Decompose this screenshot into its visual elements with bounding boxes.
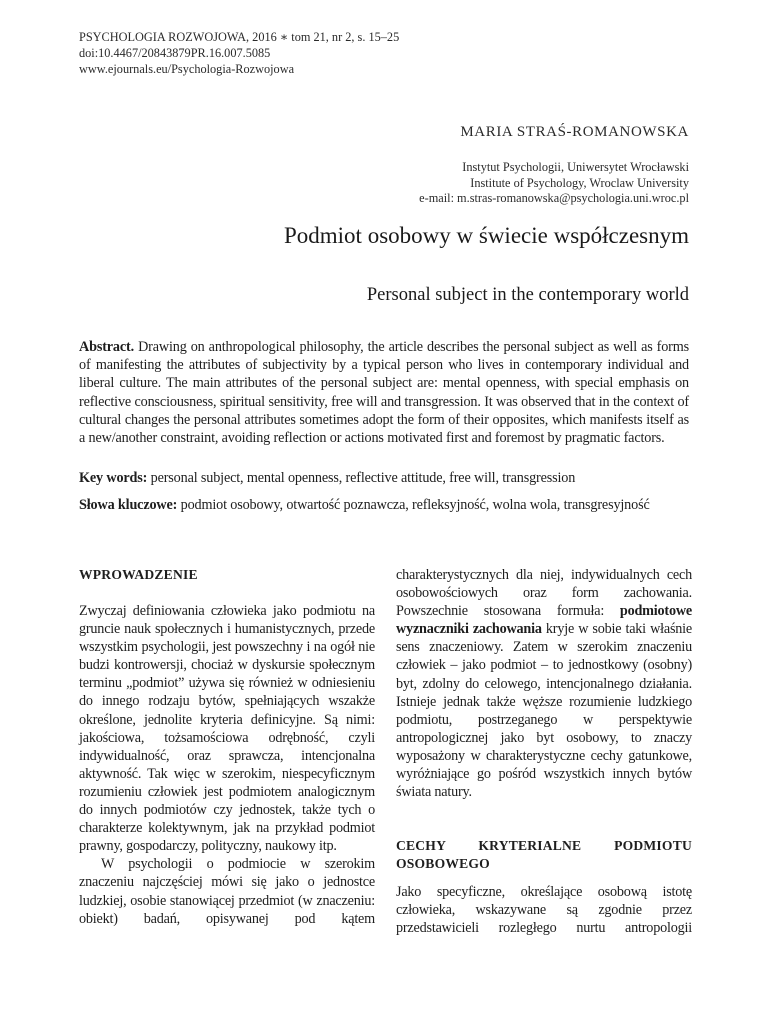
left-column bbox=[79, 566, 375, 928]
affiliation bbox=[419, 160, 689, 207]
abstract-text: Drawing on anthropological philosophy, the article describes the personal subject as well as forms of manifesting the attributes of subjectivity by a typical person who lives in contemporary individual and liberal culture. The main attributes of the personal subject are: mental openness, with special emphasis on reflective consciousness, spiritual sensitivity, free will and transgression. It was observed that in the context of cultural changes the personal attributes sometimes adopt the form of their opposites, which manifests itself as a new/another constraint, avoiding reflection or actions motivated first and foremost by pragmatic factors. bbox=[79, 339, 689, 447]
keywords-pl bbox=[79, 496, 689, 514]
affiliation-en: Institute of Psychology, Wroclaw University bbox=[470, 175, 689, 190]
journal-header bbox=[79, 29, 399, 77]
abstract bbox=[79, 338, 689, 447]
intro-paragraph-1: Zwyczaj definiowania człowieka jako podmiotu na gruncie nauk społecznych i humanistycznych, przede wszystkim psychologii, jest powszechny i na ogół nie budzi kontrowersji, chociaż w dyskursie społecznym terminu „podmiot” używa się również w odniesieniu do innego rodzaju bytów, spełniających wszakże określone, jednolite kryteria definicyjne. Są nimi: jakościowa, tożsamościowa odrębność, czyli indywidualność, oraz sprawcza, intencjonalna aktywność. Tak więc w szerokim, niespecyficznym rozumieniu człowiek jest podmiotem analogicznym do innych podmiotów czy jednostek, także tych o charakterze kolektywnym, jak na przykład podmiot prawny, gospodarczy, polityczny, naukowy itp. bbox=[79, 603, 375, 855]
author-email: e-mail: m.stras-romanowska@psychologia.uni.wroc.pl bbox=[419, 191, 689, 205]
article-title-en: Personal subject in the contemporary world bbox=[366, 285, 689, 305]
abstract-label: Abstract. bbox=[79, 339, 134, 355]
paragraph-text-a: charakterystycznych dla niej, indywidualnych cech osobowościowych oraz form zachowania. Powszechnie stosowana formuła: bbox=[396, 567, 692, 620]
journal-url: www.ejournals.eu/Psychologia-Rozwojowa bbox=[79, 62, 295, 76]
section-heading-introduction: WPROWADZENIE bbox=[79, 567, 198, 582]
keywords-en-text: personal subject, mental openness, reflective attitude, free will, transgression bbox=[147, 470, 576, 486]
keywords-pl-text: podmiot osobowy, otwartość poznawcza, refleksyjność, wolna wola, transgresyjność bbox=[177, 497, 650, 513]
doi: doi:10.4467/20843879PR.16.007.5085 bbox=[79, 46, 271, 60]
right-column bbox=[396, 566, 692, 938]
section-heading-criteria: CECHY KRYTERIALNE PODMIOTU OSOBOWEGO bbox=[396, 838, 692, 872]
emphasized-term: podmiotowe wyznaczniki zachowania bbox=[396, 603, 692, 638]
article-title-pl: Podmiot osobowy w świecie współczesnym bbox=[283, 223, 689, 248]
criteria-paragraph-1: Jako specyficzne, określające osobową istotę człowieka, wskazywane są zgodnie przez przedstawicieli rozległego nurtu antropologii bbox=[396, 884, 692, 937]
keywords-pl-label: Słowa kluczowe: bbox=[79, 497, 178, 513]
paragraph-text-b: kryje w sobie taki właśnie sens znaczeniowy. Zatem w szerokim znaczeniu człowiek – jako podmiot – to jednostkowy (osobny) byt, zdolny do celowego, intencjonalnego działania. Istnieje jednak także węższe rozumienie ludzkiego podmiotu, postrzeganego w perspektywie antropologicznej jako byt osobowy, to znaczy wyposażony w charakterystyczne cechy gatunkowe, wyróżniające go pośród wszystkich innych bytów świata natury. bbox=[396, 621, 693, 801]
journal-citation: PSYCHOLOGIA ROZWOJOWA, 2016 ∗ tom 21, nr 2, s. 15–25 bbox=[79, 30, 400, 44]
affiliation-pl: Instytut Psychologii, Uniwersytet Wrocławski bbox=[462, 160, 689, 174]
author-name: MARIA STRAŚ-ROMANOWSKA bbox=[460, 124, 689, 140]
keywords-en-label: Key words: bbox=[79, 470, 148, 486]
intro-paragraph-continued bbox=[396, 566, 692, 801]
keywords-en bbox=[79, 469, 689, 487]
intro-paragraph-2: W psychologii o podmiocie w szerokim znaczeniu najczęściej mówi się jako o jednostce ludzkiej, osobie stanowiącej przedmiot (w znaczeniu: obiekt) badań, opisywanej pod kątem bbox=[79, 856, 375, 927]
